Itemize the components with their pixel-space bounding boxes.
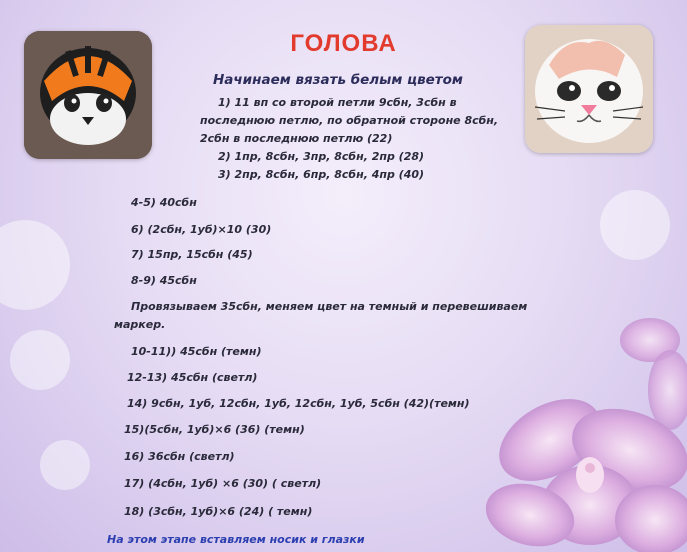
note-line-1: Провязываем 35сбн, меняем цвет на темный и перевешиваем [131,300,528,313]
intro-line-3: 2сбн в последнюю петлю (22) [200,132,393,145]
row-10-11: 10-11)) 45сбн (темн) [131,345,262,358]
subtitle: Начинаем вязать белым цветом [213,72,463,88]
orchid-flower-image [440,300,687,552]
bokeh-circle [600,190,670,260]
row-8-9: 8-9) 45сбн [131,274,197,287]
note-line-2: маркер. [114,318,166,331]
row-14: 14) 9сбн, 1уб, 12сбн, 1уб, 12сбн, 1уб, 5сбн (42)(темн) [127,397,470,410]
row-2: 2) 1пр, 8сбн, 3пр, 8сбн, 2пр (28) [218,150,425,163]
row-15: 15)(5сбн, 1уб)×6 (36) (темн) [124,423,305,436]
row-3: 3) 2пр, 8сбн, 6пр, 8сбн, 4пр (40) [218,168,425,181]
intro-line-2: последнюю петлю, по обратной стороне 8сбн, [200,114,499,127]
row-4-5: 4-5) 40сбн [131,196,197,209]
row-16: 16) 36сбн (светл) [124,450,235,463]
intro-line-1: 1) 11 вп со второй петли 9сбн, 3сбн в [218,96,457,109]
bokeh-circle [10,330,70,390]
footer-note: На этом этапе вставляем носик и глазки [107,533,365,546]
row-6: 6) (2сбн, 1уб)×10 (30) [131,223,272,236]
row-12-13: 12-13) 45сбн (светл) [127,371,258,384]
bokeh-circle [40,440,90,490]
page-title: ГОЛОВА [290,30,397,57]
row-18: 18) (3сбн, 1уб)×6 (24) ( темн) [124,505,313,518]
row-17: 17) (4сбн, 1уб) ×6 (30) ( светл) [124,477,322,490]
row-7: 7) 15пр, 15сбн (45) [131,248,253,261]
bokeh-circle [0,220,70,310]
